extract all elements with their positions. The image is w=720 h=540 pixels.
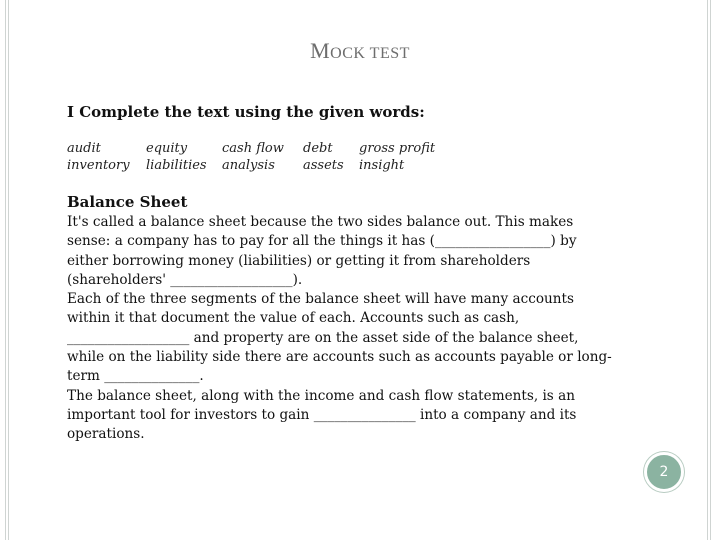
word-bank-item: insight xyxy=(359,158,405,173)
paragraph-line: __________________ and property are on the asset side of the balance sheet, xyxy=(67,329,579,346)
word-bank-item: gross profit xyxy=(359,141,436,156)
exercise-paragraph xyxy=(67,213,652,445)
word-bank-column-5 xyxy=(359,140,435,174)
slide-title xyxy=(0,38,720,64)
word-bank-item: debt xyxy=(303,141,333,156)
slide-title-rest: OCK TEST xyxy=(330,45,410,62)
paragraph-line: within it that document the value of each. Accounts such as cash, xyxy=(67,310,520,327)
word-bank-item: cash flow xyxy=(222,141,284,156)
word-bank-item: liabilities xyxy=(146,158,207,173)
section-heading: Balance Sheet xyxy=(67,193,188,211)
word-bank-column-1 xyxy=(67,140,130,174)
page-number-badge: 2 xyxy=(644,452,684,492)
paragraph-line: It's called a balance sheet because the two sides balance out. This makes xyxy=(67,214,574,230)
paragraph-line: term ______________. xyxy=(67,368,204,385)
word-bank-item: equity xyxy=(146,141,188,156)
word-bank-item: inventory xyxy=(67,158,130,173)
word-bank-item: audit xyxy=(67,141,101,156)
word-bank-column-2 xyxy=(146,140,207,174)
paragraph-line: important tool for investors to gain _______________ into a company and its xyxy=(67,406,577,423)
paragraph-line: The balance sheet, along with the income and cash flow statements, is an xyxy=(67,387,575,404)
word-bank-column-3 xyxy=(222,140,284,174)
slide-frame-line-right-outer xyxy=(710,0,711,540)
slide-frame-line-right-inner xyxy=(707,0,708,540)
instruction-text: I Complete the text using the given words: xyxy=(67,103,425,121)
paragraph-line: Each of the three segments of the balance sheet will have many accounts xyxy=(67,291,574,308)
paragraph-line: (shareholders' __________________). xyxy=(67,271,303,288)
paragraph-line: sense: a company has to pay for all the things it has (_________________) by xyxy=(67,233,577,250)
slide-frame-line-left-inner xyxy=(8,0,9,540)
word-bank-column-4 xyxy=(303,140,344,174)
paragraph-line: operations. xyxy=(67,426,145,443)
paragraph-line: while on the liability side there are accounts such as accounts payable or long- xyxy=(67,349,612,366)
slide-title-initial: M xyxy=(310,38,331,63)
slide-frame-line-left-outer xyxy=(5,0,6,540)
paragraph-line: either borrowing money (liabilities) or getting it from shareholders xyxy=(67,252,531,269)
word-bank-item: assets xyxy=(303,158,344,173)
word-bank-item: analysis xyxy=(222,158,275,173)
